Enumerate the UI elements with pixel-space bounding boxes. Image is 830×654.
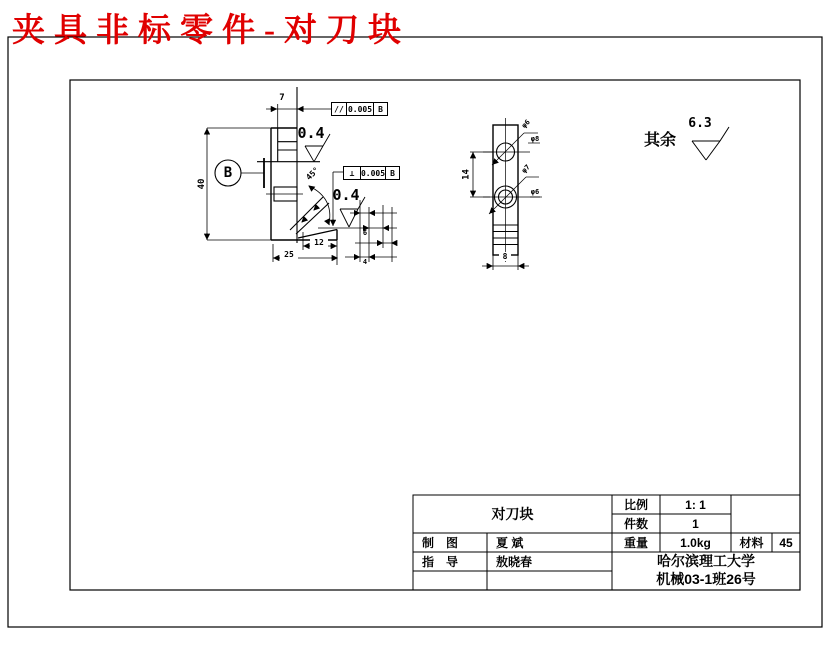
part-name: 对刀块 <box>491 506 534 522</box>
weight-value: 1.0kg <box>680 535 711 550</box>
general-roughness-symbol <box>692 127 729 160</box>
drawn-by-value: 夏 斌 <box>496 536 524 550</box>
dim-width: 25 <box>280 250 298 259</box>
material-label: 材料 <box>739 536 764 550</box>
datum-b-label: B <box>223 165 233 181</box>
dim-height: 40 <box>196 178 207 190</box>
dim-top-width: 7 <box>279 92 285 103</box>
school-name: 哈尔滨理工大学 <box>657 553 755 569</box>
general-roughness-value: 6.3 <box>688 115 712 131</box>
parallelism-value: 0.005 <box>347 102 374 116</box>
scale-value: 1: 1 <box>685 497 706 512</box>
drawn-by-label: 制 图 <box>422 536 459 550</box>
general-roughness-prefix: 其余 <box>643 131 676 149</box>
hole-callout-4: φ6 <box>530 187 540 196</box>
perpendicularity-frame <box>343 166 400 180</box>
roughness-value-1: 0.4 <box>297 124 325 142</box>
weight-label: 重量 <box>623 536 648 550</box>
dim-small-2: 4 <box>362 257 368 266</box>
dim-step: 12 <box>310 238 328 247</box>
dim-hole-spacing: 14 <box>461 169 472 180</box>
dim-thickness: 8 <box>499 252 511 261</box>
hole-callout-2: φ8 <box>530 134 540 143</box>
hole-callout-1: φ6 <box>519 117 532 130</box>
advisor-value: 敖晓春 <box>496 555 533 569</box>
class-number: 机械03-1班26号 <box>656 571 756 587</box>
perpendicularity-value: 0.005 <box>361 166 386 180</box>
material-value: 45 <box>779 535 793 550</box>
parallelism-datum: B <box>374 102 388 116</box>
hole-callout-3: φ7 <box>519 162 532 175</box>
dim-small-1: 6 <box>362 228 368 237</box>
qty-value: 1 <box>692 516 699 531</box>
parallelism-symbol: // <box>331 102 347 116</box>
qty-label: 件数 <box>623 517 648 531</box>
roughness-value-2: 0.4 <box>332 186 360 204</box>
scale-label: 比例 <box>623 498 648 512</box>
dim-angle: 45° <box>304 165 321 182</box>
perpendicularity-symbol: ⊥ <box>343 166 361 180</box>
advisor-label: 指 导 <box>422 555 459 569</box>
page-title: 夹具非标零件-对刀块 <box>12 13 410 49</box>
perpendicularity-datum: B <box>386 166 400 180</box>
parallelism-frame <box>331 102 388 116</box>
